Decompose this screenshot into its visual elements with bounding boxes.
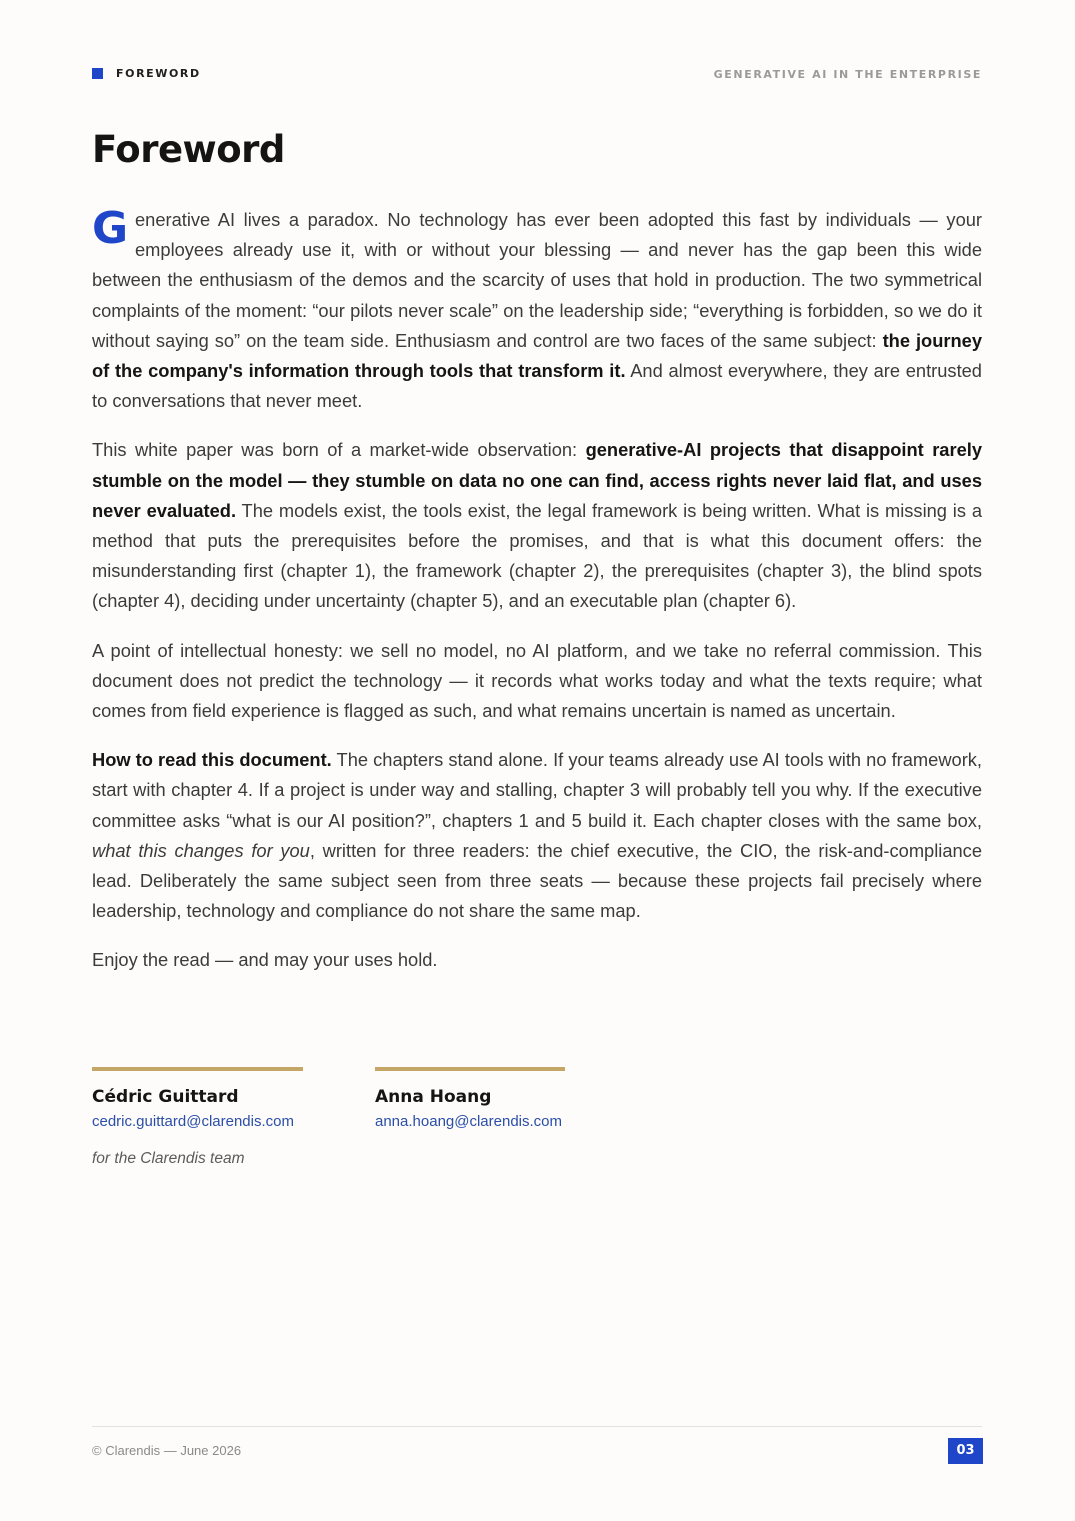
footer-copyright: © Clarendis — June 2026 [92, 1443, 242, 1458]
signature-block [92, 1067, 692, 1147]
paragraph-italic: what this changes for you [92, 839, 310, 861]
author-email-link[interactable]: anna.hoang@clarendis.com [375, 1113, 563, 1130]
page-title: Foreword [92, 128, 285, 171]
section-marker-square-icon [92, 68, 103, 79]
paragraph-text: A point of intellectual honesty: we sell no model, no AI platform, and we take no referral commission. This document does not predict the technology — it records what works today and what the texts require; what comes from field experience is flagged as such, and what remains uncertain is named as uncertain. [92, 639, 982, 722]
signature-rule [92, 1067, 303, 1071]
paragraph-text: Enjoy the read — and may your uses hold. [92, 949, 438, 971]
paragraph-text: The chapters stand alone. If your teams already use AI tools with no framework, start with chapter 4. If a project is under way and stalling, chapter 3 will probably tell you why. If the executive committee asks “what is our AI position?”, chapters 1 and 5 build it. Each chapter closes with the same box, [92, 749, 983, 831]
footer-divider [92, 1426, 982, 1427]
paragraph-text: , written for three readers: the chief executive, the CIO, the risk-and-compliance lead. Deliberately the same subject seen from three seats — because these projects fail precisely where leadership, technology and compliance do not share the same map. [92, 839, 982, 922]
dropcap-container [92, 203, 135, 254]
paragraph-how-to-read [92, 745, 982, 926]
document-title: GENERATIVE AI IN THE ENTERPRISE [713, 68, 982, 81]
paragraph-emphasis: the journey of the company's information through tools that transform it. [92, 329, 982, 382]
running-header [92, 66, 982, 82]
team-note: for the Clarendis team [92, 1150, 245, 1167]
author-name: Cédric Guittard [92, 1087, 239, 1107]
paragraph-intro [92, 205, 982, 416]
page-number-badge: 03 [948, 1438, 983, 1464]
dropcap-letter: G [92, 203, 129, 254]
paragraph-emphasis: How to read this document. [92, 749, 332, 771]
foreword-body [92, 205, 982, 995]
author-email-link[interactable]: cedric.guittard@clarendis.com [92, 1113, 294, 1130]
paragraph-text: The models exist, the tools exist, the legal framework is being written. What is missing is a method that puts the prerequisites before the promises, and that is what this document offers: the misunderstanding first (chapter 1), the framework (chapter 2), the prerequisites (chapter 3), the blind spots (chapter 4), deciding under uncertainty (chapter 5), and an executable plan (chapter 6). [92, 499, 982, 612]
paragraph-text: enerative AI lives a paradox. No technology has ever been adopted this fast by individuals — your employees already use it, with or without your blessing — and never has the gap been this wide between the enthusiasm of the demos and the scarcity of uses that hold in production. The two symmetrical complaints of the moment: “our pilots never scale” on the leadership side; “everything is forbidden, so we do it without saying so” on the team side. Enthusiasm and control are two faces of the same subject: [92, 209, 982, 351]
paragraph-honesty [92, 636, 982, 727]
signature-author-1 [92, 1067, 303, 1130]
paragraph-text: And almost everywhere, they are entrusted to conversations that never meet. [92, 360, 982, 412]
paragraph-emphasis: generative-AI projects that disappoint rarely stumble on the model — they stumble on data no one can find, access rights never laid flat, and uses never evaluated. [92, 439, 982, 521]
paragraph-text: This white paper was born of a market-wide observation: [92, 439, 586, 461]
section-label: FOREWORD [116, 67, 201, 80]
author-name: Anna Hoang [375, 1087, 492, 1107]
signature-author-2 [375, 1067, 565, 1130]
paragraph-closing [92, 945, 982, 975]
paragraph-observation [92, 435, 982, 616]
signature-rule [375, 1067, 565, 1071]
